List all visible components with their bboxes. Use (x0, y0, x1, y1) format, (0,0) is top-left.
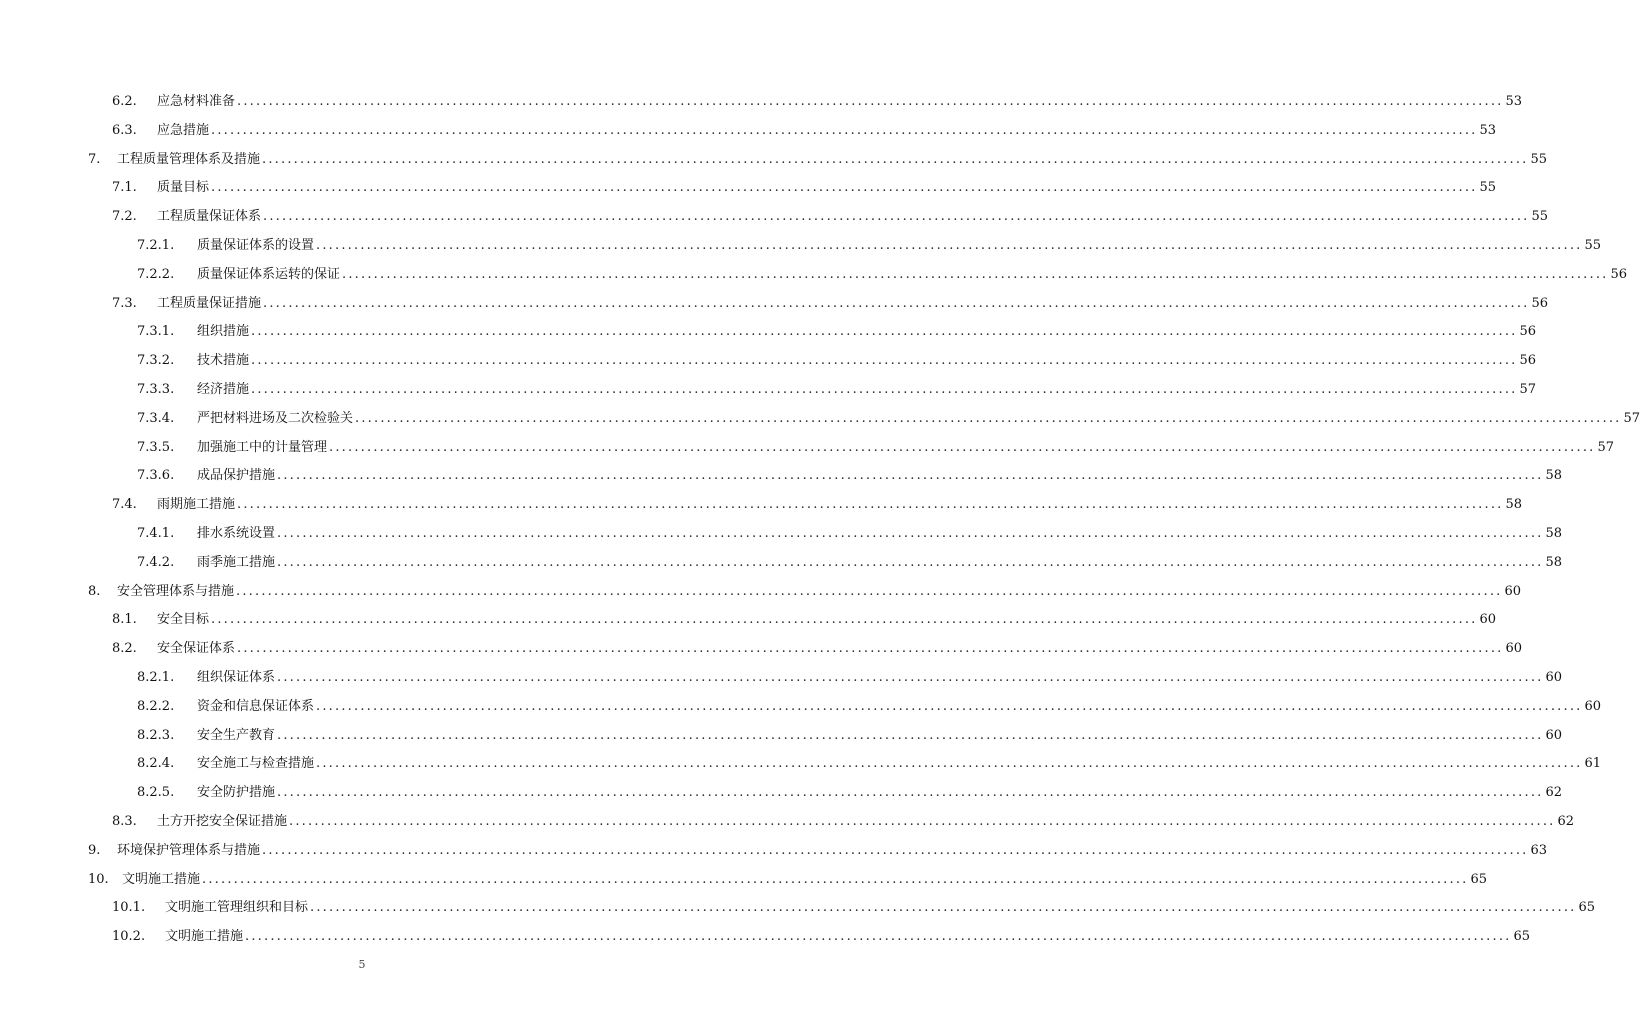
toc-dot-leader: ........................................................................................................................................................................................................ (202, 871, 1469, 887)
toc-entry-title: 安全防护措施 (197, 785, 276, 801)
toc-entry-page: 56 (1519, 353, 1537, 369)
toc-dot-leader: ........................................................................................................................................................................................................ (277, 727, 1544, 743)
toc-entry[interactable] (112, 117, 1497, 139)
toc-entry-number: 10.1. (112, 900, 146, 916)
toc-entry-title: 组织保证体系 (197, 670, 276, 685)
toc-entry-page: 60 (1505, 641, 1523, 657)
toc-entry[interactable] (137, 347, 1537, 369)
toc-entry[interactable] (137, 232, 1602, 254)
toc-dot-leader: ........................................................................................................................................................................................................ (263, 295, 1530, 311)
toc-entry[interactable] (112, 923, 1531, 945)
toc-entry-number: 7.3.5. (137, 439, 175, 455)
toc-entry-title: 加强施工中的计量管理 (197, 439, 328, 455)
toc-entry[interactable] (137, 664, 1563, 686)
toc-entry-number: 7.3.6. (137, 468, 175, 484)
toc-entry[interactable] (137, 549, 1563, 571)
toc-entry[interactable] (137, 434, 1615, 456)
toc-entry-page: 62 (1557, 814, 1575, 829)
toc-entry-page: 55 (1584, 238, 1602, 253)
toc-entry-title: 资金和信息保证体系 (197, 698, 315, 714)
toc-entry[interactable] (112, 203, 1549, 225)
toc-entry-page: 60 (1584, 698, 1602, 714)
toc-entry-number: 7.2. (112, 209, 137, 225)
toc-entry-number: 10. (88, 871, 109, 887)
toc-entry[interactable] (137, 520, 1563, 542)
toc-entry-number: 8. (88, 583, 101, 599)
toc-dot-leader: ........................................................................................................................................................................................................ (211, 612, 1478, 628)
toc-entry-title: 安全生产教育 (197, 727, 276, 743)
toc-entry[interactable] (112, 491, 1523, 513)
toc-entry[interactable] (88, 866, 1488, 888)
toc-entry-page: 56 (1610, 266, 1628, 282)
toc-entry-page: 58 (1545, 526, 1563, 541)
toc-entry-page: 57 (1623, 410, 1640, 426)
toc-dot-leader: ........................................................................................................................................................................................................ (237, 497, 1504, 513)
toc-entry[interactable] (137, 405, 1640, 427)
toc-dot-leader: ........................................................................................................................................................................................................ (245, 929, 1512, 945)
toc-dot-leader: ........................................................................................................................................................................................................ (277, 526, 1544, 541)
toc-entry-page: 55 (1479, 180, 1497, 196)
toc-entry[interactable] (137, 750, 1602, 772)
toc-dot-leader: ........................................................................................................................................................................................................ (289, 814, 1556, 829)
toc-entry[interactable] (112, 290, 1549, 312)
toc-dot-leader: ........................................................................................................................................................................................................ (355, 410, 1622, 426)
toc-entry-page: 53 (1479, 122, 1497, 138)
toc-dot-leader: ........................................................................................................................................................................................................ (237, 94, 1504, 109)
toc-entry-number: 7.4.2. (137, 554, 175, 570)
toc-entry-title: 雨季施工措施 (197, 554, 276, 570)
toc-entry-title: 严把材料进场及二次检验关 (197, 410, 354, 426)
toc-entry-title: 文明施工措施 (165, 929, 244, 945)
toc-dot-leader: ........................................................................................................................................................................................................ (251, 324, 1518, 340)
toc-entry-title: 安全目标 (157, 612, 210, 628)
toc-entry-page: 55 (1531, 209, 1549, 225)
toc-entry-page: 60 (1504, 583, 1522, 599)
toc-entry-page: 56 (1519, 324, 1537, 340)
toc-entry-number: 7.2.2. (137, 266, 175, 282)
toc-entry-title: 安全管理体系与措施 (117, 583, 235, 599)
toc-dot-leader: ........................................................................................................................................................................................................ (277, 785, 1544, 801)
toc-entry-page: 65 (1578, 900, 1596, 916)
toc-entry-page: 60 (1545, 727, 1563, 743)
toc-entry[interactable] (88, 146, 1548, 168)
toc-entry-number: 7.4.1. (137, 526, 175, 541)
toc-entry-title: 工程质量保证体系 (157, 209, 262, 225)
toc-entry-page: 58 (1545, 554, 1563, 570)
toc-entry[interactable] (112, 174, 1497, 196)
toc-entry-number: 10.2. (112, 929, 146, 945)
toc-entry-title: 环境保护管理体系与措施 (117, 842, 261, 858)
toc-dot-leader: ........................................................................................................................................................................................................ (342, 266, 1609, 282)
toc-entry-title: 安全施工与检查措施 (197, 756, 315, 772)
toc-entry-title: 质量保证体系运转的保证 (197, 266, 341, 282)
toc-entry-title: 雨期施工措施 (157, 497, 236, 513)
toc-entry[interactable] (137, 693, 1602, 715)
toc-dot-leader: ........................................................................................................................................................................................................ (277, 554, 1544, 570)
toc-dot-leader: ........................................................................................................................................................................................................ (211, 122, 1478, 138)
toc-entry[interactable] (88, 837, 1548, 859)
toc-dot-leader: ........................................................................................................................................................................................................ (263, 209, 1530, 225)
toc-entry-title: 文明施工措施 (122, 871, 201, 887)
toc-entry-page: 60 (1479, 612, 1497, 628)
toc-entry[interactable] (137, 462, 1563, 484)
toc-entry-number: 8.2.2. (137, 698, 175, 714)
toc-entry-number: 7.3.4. (137, 410, 175, 426)
toc-entry-title: 排水系统设置 (197, 526, 276, 541)
toc-entry-number: 9. (88, 842, 101, 858)
toc-dot-leader: ........................................................................................................................................................................................................ (251, 353, 1518, 369)
toc-entry-number: 7.4. (112, 497, 137, 513)
toc-dot-leader: ........................................................................................................................................................................................................ (310, 900, 1577, 916)
toc-entry-number: 6.2. (112, 94, 137, 109)
toc-entry-number: 8.1. (112, 612, 137, 628)
toc-entry-page: 58 (1505, 497, 1523, 513)
toc-entry-title: 质量目标 (157, 180, 210, 196)
toc-entry-number: 7. (88, 151, 101, 167)
toc-dot-leader: ........................................................................................................................................................................................................ (277, 670, 1544, 685)
toc-dot-leader: ........................................................................................................................................................................................................ (329, 439, 1596, 455)
toc-entry[interactable] (137, 318, 1537, 340)
toc-entry[interactable] (137, 376, 1537, 398)
toc-entry-page: 57 (1519, 382, 1537, 397)
toc-entry-number: 8.2.3. (137, 727, 175, 743)
toc-entry[interactable] (112, 88, 1523, 110)
toc-dot-leader: ........................................................................................................................................................................................................ (251, 382, 1518, 397)
toc-dot-leader: ........................................................................................................................................................................................................ (277, 468, 1544, 484)
toc-entry-title: 应急措施 (157, 122, 210, 138)
toc-entry-number: 7.3.2. (137, 353, 175, 369)
toc-dot-leader: ........................................................................................................................................................................................................ (262, 842, 1529, 858)
toc-entry-title: 文明施工管理组织和目标 (165, 900, 309, 916)
toc-entry-page: 53 (1505, 94, 1523, 109)
toc-dot-leader: ........................................................................................................................................................................................................ (316, 238, 1583, 253)
toc-entry-number: 8.2.4. (137, 756, 175, 772)
toc-entry[interactable] (137, 779, 1563, 801)
toc-entry-number: 7.3.3. (137, 382, 175, 397)
footer-page-number: 5 (358, 958, 366, 971)
toc-entry[interactable] (112, 606, 1497, 628)
toc-entry-title: 安全保证体系 (157, 641, 236, 657)
toc-entry-page: 58 (1545, 468, 1563, 484)
toc-entry-page: 65 (1513, 929, 1531, 945)
toc-entry-page: 56 (1531, 295, 1549, 311)
toc-entry[interactable] (88, 578, 1522, 600)
toc-entry-title: 应急材料准备 (157, 94, 236, 109)
toc-entry-page: 57 (1597, 439, 1615, 455)
toc-entry-number: 8.2.5. (137, 785, 175, 801)
toc-entry-number: 7.3.1. (137, 324, 175, 340)
toc-entry-number: 8.3. (112, 814, 137, 829)
toc-entry-page: 63 (1530, 842, 1548, 858)
toc-entry-title: 成品保护措施 (197, 468, 276, 484)
toc-entry-number: 6.3. (112, 122, 137, 138)
toc-dot-leader: ........................................................................................................................................................................................................ (237, 641, 1504, 657)
toc-entry-page: 61 (1584, 756, 1602, 772)
toc-entry[interactable] (137, 722, 1563, 744)
toc-dot-leader: ........................................................................................................................................................................................................ (316, 698, 1583, 714)
toc-entry-page: 62 (1545, 785, 1563, 801)
toc-entry-title: 工程质量管理体系及措施 (117, 151, 261, 167)
toc-entry[interactable] (112, 894, 1596, 916)
toc-entry-number: 7.2.1. (137, 238, 175, 253)
toc-entry-title: 工程质量保证措施 (157, 295, 262, 311)
toc-entry-number: 8.2.1. (137, 670, 175, 685)
toc-entry-title: 技术措施 (197, 353, 250, 369)
toc-entry-page: 55 (1530, 151, 1548, 167)
toc-entry-number: 7.1. (112, 180, 137, 196)
toc-entry-page: 65 (1470, 871, 1488, 887)
toc-entry-number: 8.2. (112, 641, 137, 657)
toc-entry-title: 组织措施 (197, 324, 250, 340)
toc-entry-title: 经济措施 (197, 382, 250, 397)
toc-entry-title: 质量保证体系的设置 (197, 238, 315, 253)
toc-dot-leader: ........................................................................................................................................................................................................ (316, 756, 1583, 772)
toc-entry[interactable] (112, 808, 1575, 830)
toc-entry[interactable] (137, 261, 1628, 283)
toc-dot-leader: ........................................................................................................................................................................................................ (262, 151, 1529, 167)
toc-entry-number: 7.3. (112, 295, 137, 311)
toc-entry[interactable] (112, 635, 1523, 657)
toc-entry-title: 土方开挖安全保证措施 (157, 814, 288, 829)
toc-dot-leader: ........................................................................................................................................................................................................ (236, 583, 1503, 599)
toc-entry-page: 60 (1545, 670, 1563, 685)
toc-dot-leader: ........................................................................................................................................................................................................ (211, 180, 1478, 196)
